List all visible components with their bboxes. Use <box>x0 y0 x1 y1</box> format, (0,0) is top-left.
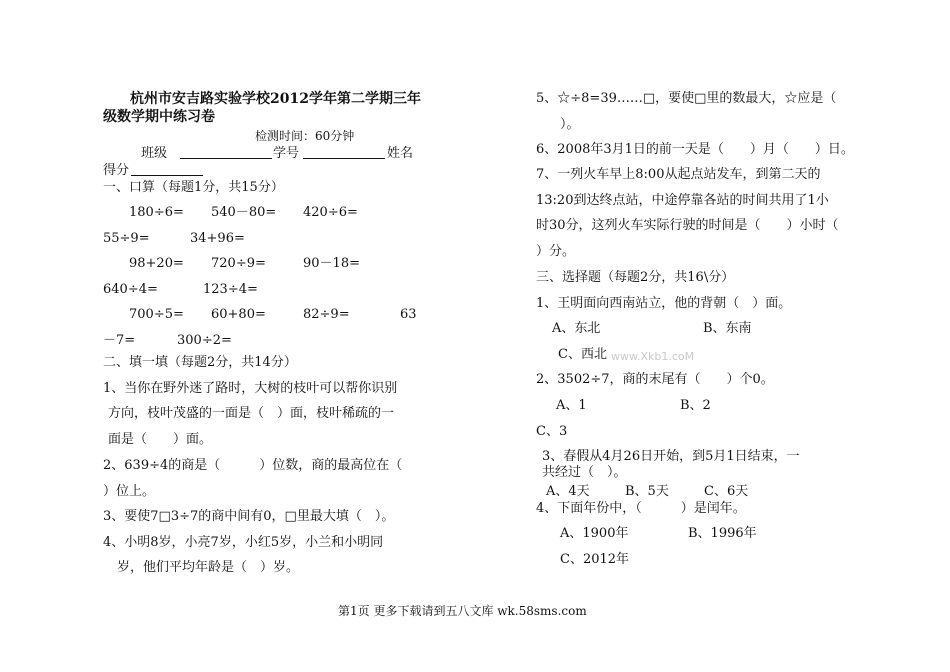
choice-option: A、4天 <box>546 484 590 499</box>
question-line: 方向，枝叶茂盛的一面是（ ）面，枝叶稀疏的一 <box>108 406 395 421</box>
score-blank <box>131 163 203 176</box>
number-label: 学号 <box>273 146 300 161</box>
choice-option: B、东南 <box>703 321 752 336</box>
calc-item: 720÷9= <box>211 256 266 271</box>
question-line: 时30分，这列火车实际行驶的时间是（ ）小时（ <box>536 218 839 233</box>
choice-option: C、2012年 <box>560 552 630 567</box>
choice-option: C、6天 <box>704 484 749 499</box>
question-line: 2、639÷4的商是（ ）位数，商的最高位在（ <box>103 458 403 473</box>
question-line: 6、2008年3月1日的前一天是（ ）月（ ）日。 <box>536 142 854 157</box>
question-line: ）。 <box>560 117 580 132</box>
exam-time: 检测时间：60分钟 <box>255 129 355 143</box>
question-line: 2、3502÷7，商的末尾有（ ）个0。 <box>536 372 774 387</box>
number-blank <box>303 146 385 159</box>
section2-heading: 二、填一填（每题2分，共14分） <box>103 355 297 370</box>
score-label: 得分 <box>103 163 130 178</box>
watermark: www.Xkb1.coM <box>611 350 695 363</box>
calc-item: 55÷9= <box>103 231 150 246</box>
question-line: 3、春假从4月26日开始，到5月1日结束，一 <box>542 449 800 464</box>
page-footer: 第1页 更多下载请到五八文库 wk.58sms.com <box>338 604 587 618</box>
question-line: 7、一列火车早上8:00从起点站发车，到第二天的 <box>536 167 821 182</box>
section3-heading: 三、选择题（每题2分，共16\分） <box>536 270 735 285</box>
question-line: 岁，他们平均年龄是（ ）岁。 <box>117 560 300 575</box>
choice-option: B、5天 <box>625 484 669 499</box>
exam-title-line1: 杭州市安吉路实验学校2012学年第二学期三年 <box>130 91 421 107</box>
calc-item: －7= <box>103 333 136 348</box>
question-line: 1、当你在野外迷了路时，大树的枝叶可以帮你识别 <box>103 381 398 396</box>
calc-item: 700÷5= <box>129 307 184 322</box>
choice-option: A、1 <box>556 398 587 413</box>
calc-item: 98+20= <box>129 256 184 271</box>
calc-item: 180÷6= <box>129 205 184 220</box>
choice-option: A、东北 <box>552 321 601 336</box>
question-line: 3、要使7□3÷7的商中间有0，□里最大填（ ）。 <box>103 509 395 524</box>
choice-option: C、西北 <box>558 347 607 362</box>
calc-item: 90－18= <box>303 256 360 271</box>
calc-item: 63 <box>400 307 417 322</box>
choice-option: B、1996年 <box>688 526 757 541</box>
calc-item: 640÷4= <box>103 282 158 297</box>
calc-item: 540－80= <box>211 205 277 220</box>
question-line: 4、小明8岁，小亮7岁，小红5岁，小兰和小明同 <box>103 535 384 550</box>
calc-item: 34+96= <box>190 231 245 246</box>
calc-item: 60+80= <box>211 307 266 322</box>
question-line: 5、☆÷8=39……□，要使□里的数最大，☆应是（ <box>536 91 837 106</box>
class-blank <box>180 146 272 159</box>
calc-item: 420÷6= <box>303 205 358 220</box>
class-label: 班级 <box>141 146 168 161</box>
calc-item: 82÷9= <box>303 307 350 322</box>
choice-option: C、3 <box>536 424 568 439</box>
choice-option: A、1900年 <box>560 526 629 541</box>
calc-item: 300÷2= <box>177 333 232 348</box>
calc-item: 123÷4= <box>203 282 258 297</box>
question-line: 共经过（ ）。 <box>542 465 627 480</box>
question-line: 4、下面年份中，（ ）是闰年。 <box>536 501 746 516</box>
section1-heading: 一、口算（每题1分，共15分） <box>103 180 284 195</box>
question-line: 13:20到达终点站，中途停靠各站的时间共用了1小 <box>536 193 829 208</box>
question-line: ）位上。 <box>103 484 156 499</box>
question-line: ）分。 <box>536 244 576 259</box>
name-label: 姓名 <box>387 146 414 161</box>
question-line: 1、王明面向西南站立，他的背朝（ ）面。 <box>536 296 792 311</box>
question-line: 面是（ ）面。 <box>108 432 213 447</box>
choice-option: B、2 <box>680 398 711 413</box>
exam-title-line2: 级数学期中练习卷 <box>103 109 215 125</box>
